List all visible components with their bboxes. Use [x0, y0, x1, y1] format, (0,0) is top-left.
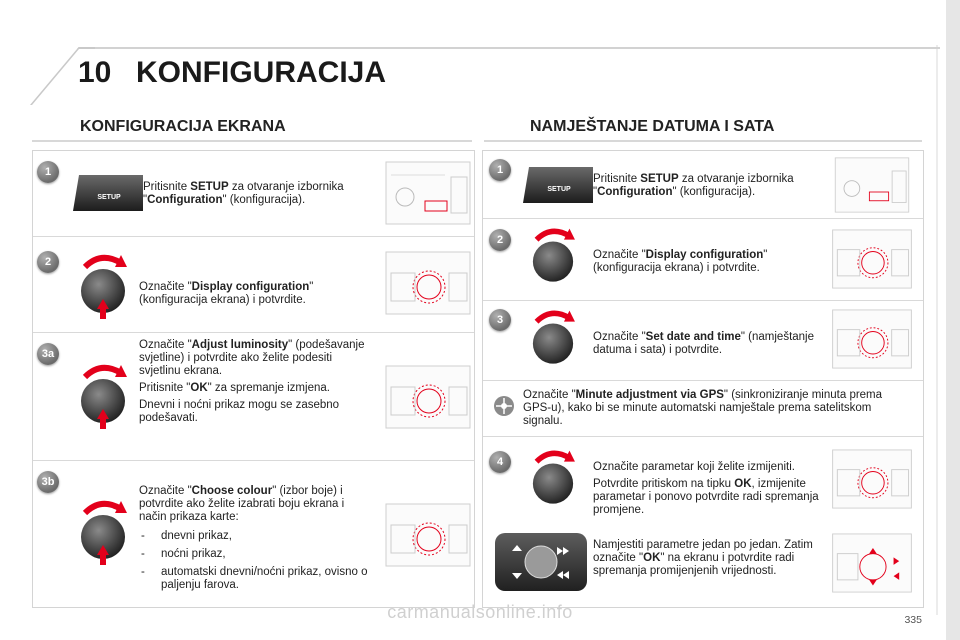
page-number: 335 [904, 614, 922, 626]
directional-pad-icon [493, 529, 589, 595]
left-panel [32, 150, 475, 608]
rotary-knob-icon [77, 361, 129, 431]
rotary-knob-icon [527, 225, 579, 289]
step-badge: 4 [489, 451, 511, 473]
rotary-knob-icon [77, 497, 129, 567]
rotary-knob-icon [527, 307, 579, 371]
display-mode-list [139, 530, 371, 592]
right-step-1-text: Pritisnite SETUP za otvaranje izbornika "Configuration" (konfiguracija). [593, 173, 794, 198]
list-item: - dnevni prikaz, [139, 530, 371, 543]
page-edge-line [936, 45, 938, 615]
satellite-icon [493, 395, 515, 417]
right-step-4 [483, 437, 923, 607]
left-step-1-text: Pritisnite SETUP za otvaranje izbornika "Configuration" (konfiguracija). [143, 181, 344, 206]
radio-panel-arrows-thumbnail [829, 533, 915, 593]
page-edge-bar [946, 0, 960, 640]
step-badge: 1 [489, 159, 511, 181]
header-rule [95, 47, 940, 49]
setup-button-icon [519, 163, 599, 207]
step-badge: 3a [37, 343, 59, 365]
right-step-4-text: Označite parametar koji želite izmijeniti. Potvrdite pritiskom na tipku OK, izmijenite parametar i ponovo potvrdite radi spremanja promjene. [593, 461, 819, 516]
right-step-2-text: Označite "Display configuration" (konfiguracija ekrana) i potvrdite. [593, 249, 768, 274]
right-gps-note-text: Označite "Minute adjustment via GPS" (sinkroniziranje minuta prema GPS-u), kako bi se minute automatski namještale prema satelitskom signalu. [523, 389, 883, 427]
right-step-3-text: Označite "Set date and time" (namještanje datuma i sata) i potvrdite. [593, 331, 815, 356]
list-item: - noćni prikaz, [139, 548, 371, 561]
setup-label: SETUP [547, 186, 571, 193]
radio-panel-knob-thumbnail [385, 503, 471, 567]
right-step-3 [483, 301, 923, 381]
right-step-4-final-text: Namjestiti parametre jedan po jedan. Zatim označite "OK" na ekranu i potvrdite radi spremanja promijenjenih vrijednosti. [593, 539, 813, 577]
radio-panel-setup-thumbnail [385, 161, 471, 225]
left-step-2 [33, 237, 474, 333]
step-badge: 3 [489, 309, 511, 331]
radio-panel-knob-thumbnail [829, 229, 915, 289]
watermark-footer: carmanualsonline.info [387, 602, 573, 622]
right-panel [482, 150, 924, 608]
step-badge: 1 [37, 161, 59, 183]
radio-panel-knob-thumbnail [385, 365, 471, 429]
setup-label: SETUP [97, 194, 121, 201]
radio-panel-setup-thumbnail [829, 157, 915, 213]
left-step-2-text: Označite "Display configuration" (konfiguracija ekrana) i potvrdite. [139, 281, 314, 306]
left-step-3a-text: Označite "Adjust luminosity" (podešavanje svjetline) i potvrdite ako želite podesiti svjetlinu ekrana. Pritisnite "OK" za spremanje izmjena. Dnevni i noćni prikaz mogu se zasebno podešavati. [139, 339, 365, 424]
radio-panel-knob-thumbnail [385, 251, 471, 315]
setup-button-icon [69, 171, 149, 215]
left-section-title: KONFIGURACIJA EKRANA [80, 118, 286, 135]
chapter-number: 10 [78, 56, 112, 89]
right-step-1 [483, 151, 923, 219]
left-step-3a [33, 333, 474, 461]
chapter-title: KONFIGURACIJA [136, 56, 387, 89]
rotary-knob-icon [77, 251, 129, 321]
step-badge: 3b [37, 471, 59, 493]
radio-panel-knob-thumbnail [829, 309, 915, 369]
left-step-1 [33, 151, 474, 237]
list-item: - automatski dnevni/noćni prikaz, ovisno o paljenju farova. [139, 566, 371, 592]
rotary-knob-icon [527, 447, 579, 511]
right-section-rule [484, 140, 922, 142]
right-gps-note [483, 381, 923, 437]
radio-panel-knob-thumbnail [829, 449, 915, 509]
left-step-3b [33, 461, 474, 607]
right-section-title: NAMJEŠTANJE DATUMA I SATA [530, 118, 775, 135]
step-badge: 2 [489, 229, 511, 251]
step-badge: 2 [37, 251, 59, 273]
left-step-3b-text: Označite "Choose colour" (izbor boje) i potvrdite ako želite izabrati boju ekrana i način prikaza karte: - dnevni prikaz, - noćni prikaz, - automatski dnevni/noćni prikaz, ovisno o paljenju farova. [139, 485, 371, 597]
left-section-rule [32, 140, 472, 142]
right-step-2 [483, 219, 923, 301]
